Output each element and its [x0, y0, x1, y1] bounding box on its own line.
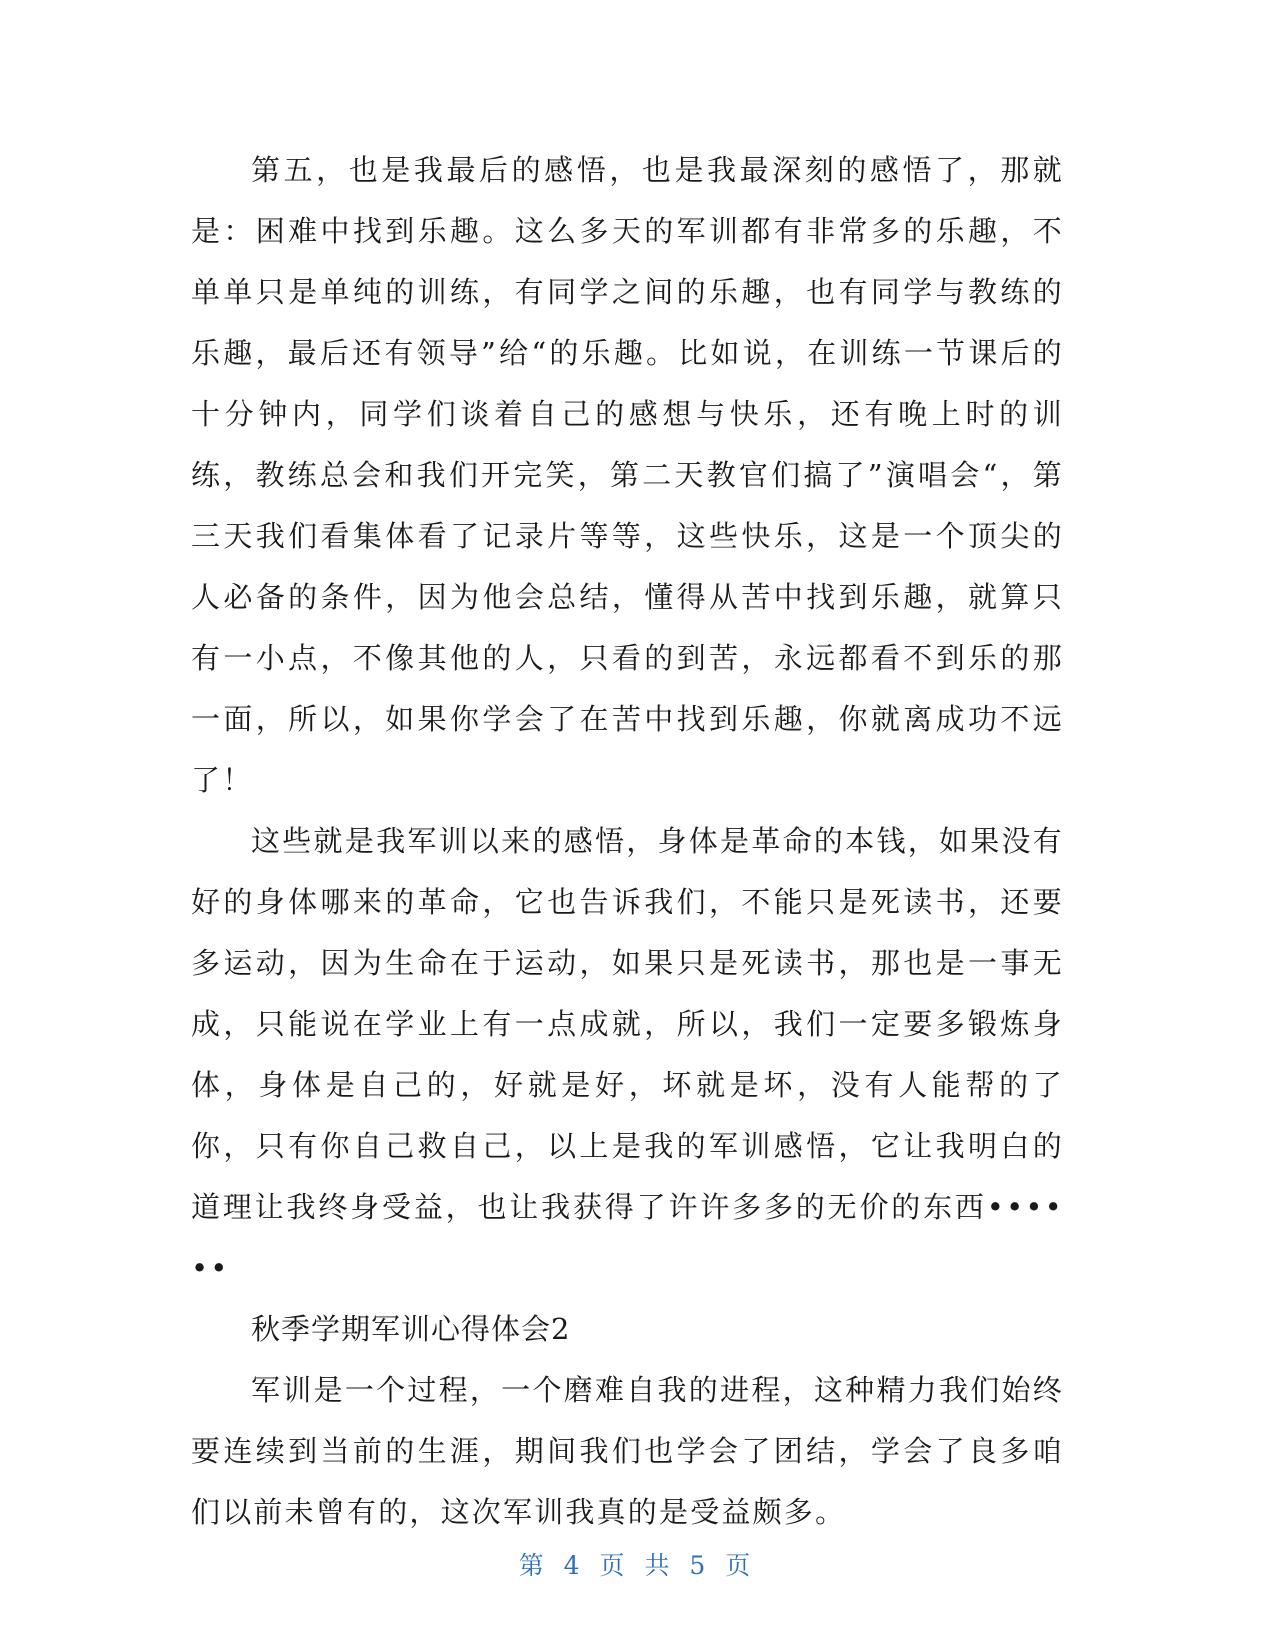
section-heading: 秋季学期军训心得体会2 [251, 1312, 571, 1346]
paragraph-military-training: 军训是一个过程，一个磨难自我的进程，这种精力我们始终要连续到当前的生涯，期间我们也学会了团结，学会了良多咱们以前未曾有的，这次军训我真的是受益颇多。 [191, 1373, 1064, 1529]
page-number-footer: 第 4 页 共 5 页 [518, 1551, 757, 1580]
paragraph-summary: 这些就是我军训以来的感悟，身体是革命的本钱，如果没有好的身体哪来的革命，它也告诉我们，不能只是死读书，还要多运动，因为生命在于运动，如果只是死读书，那也是一事无成，只能说在学业上有一点成就，所以，我们一定要多锻炼身体，身体是自己的，好就是好，坏就是坏，没有人能帮的了你，只有你自己救自己，以上是我的军训感悟，它让我明白的道理让我终身受益，也让我获得了许许多多的无价的东西•••••• [191, 824, 1064, 1285]
document-body [191, 140, 1064, 1543]
paragraph-fifth-insight: 第五，也是我最后的感悟，也是我最深刻的感悟了，那就是：困难中找到乐趣。这么多天的军训都有非常多的乐趣，不单单只是单纯的训练，有同学之间的乐趣，也有同学与教练的乐趣，最后还有领导”给“的乐趣。比如说，在训练一节课后的十分钟内，同学们谈着自己的感想与快乐，还有晚上时的训练，教练总会和我们开完笑，第二天教官们搞了”演唱会“，第三天我们看集体看了记录片等等，这些快乐，这是一个顶尖的人必备的条件，因为他会总结，懂得从苦中找到乐趣，就算只有一小点，不像其他的人，只看的到苦，永远都看不到乐的那一面，所以，如果你学会了在苦中找到乐趣，你就离成功不远了！ [191, 153, 1064, 797]
